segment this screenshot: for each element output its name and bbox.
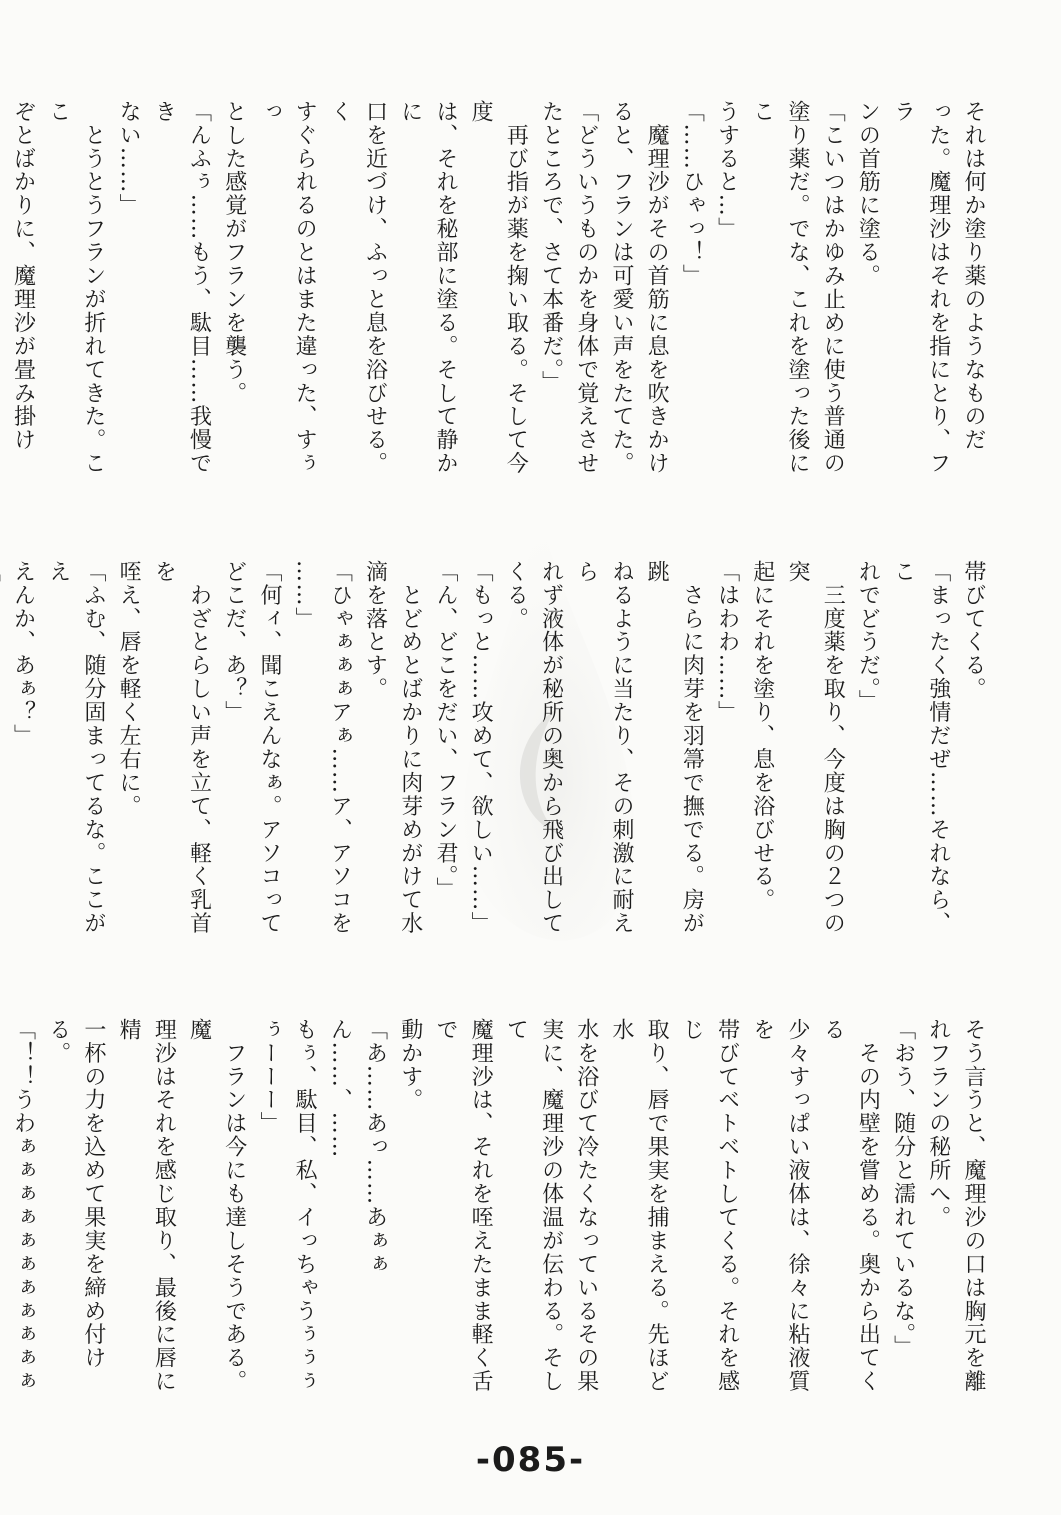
text-line: ない……」 [116, 100, 142, 218]
text-line: 「……ひゃっ！」 [679, 100, 705, 288]
text-line: それは何か塗り薬のようなものだ [961, 100, 986, 452]
text-line: 帯びてくる。 [961, 560, 986, 701]
text-line: ぅーーー」 [256, 1018, 282, 1136]
text-line: そう言うと、魔理沙の口は胸元を離 [961, 1018, 986, 1394]
text-line: とどめとばかりに肉芽めがけて水 [397, 560, 423, 936]
text-line [0, 560, 5, 940]
text-line: ぞとばかりに、魔理沙が畳み掛け [10, 100, 36, 452]
text-line: 取り、唇で果実を捕まえる。先ほど水 [608, 1018, 670, 1394]
text-line: 咥え、唇を軽く左右に。 [116, 560, 142, 818]
text-line: 塗り薬だ。でな、これを塗った後にこ [749, 100, 810, 476]
text-line: 滴を落とす。 [362, 560, 388, 701]
text-line: 起にそれを塗り、息を浴びせる。 [749, 560, 775, 912]
text-line: ると、フランは可愛い声をたてた。 [608, 100, 634, 476]
text-line: 動かす。 [397, 1018, 423, 1112]
text-line: 「ひゃぁぁぁアぁ……ア、アソコを [327, 560, 353, 936]
text-line: 口を近づけ、ふっと息を浴びせる。く [327, 100, 388, 476]
text-line: 「どういうものかを身体で覚えさせ [573, 100, 599, 476]
text-line: フランは今にも達しそうである。魔 [186, 1018, 247, 1394]
text-line: 魔理沙がその首筋に息を吹きかけ [644, 100, 670, 476]
text-block-middle [10, 560, 991, 940]
text-line: 「はわわ……」 [714, 560, 740, 725]
text-line: れフランの秘所へ。 [925, 1018, 951, 1230]
text-line: 理沙はそれを感じ取り、最後に唇に精 [116, 1018, 177, 1394]
text-line: えんか、あぁ？」 [10, 560, 36, 748]
text-line: れず液体が秘所の奥から飛び出して [538, 560, 564, 936]
text-line: 「こいつはかゆみ止めに使う普通の [820, 100, 846, 476]
text-line: 三度薬を取り、今度は胸の２つの突 [784, 560, 846, 936]
text-line: 「んふぅ……もう、駄目……我慢でき [151, 100, 212, 476]
text-line: もぅ、駄目、私、イっちゃうぅぅぅ [292, 1018, 318, 1394]
text-line: とした感覚がフランを襲う。 [221, 100, 247, 405]
text-line: すぐられるのとはまた違った、すぅっ [256, 100, 318, 476]
text-line: わざとらしい声を立て、軽く乳首を [151, 560, 212, 936]
text-line: 少々すっぱい液体は、徐々に粘液質を [749, 1018, 810, 1394]
text-line: 実に、魔理沙の体温が伝わる。そして [503, 1018, 564, 1394]
page-number: -085- [475, 1440, 586, 1480]
text-line: 「もっと……攻めて、欲しい……」 [468, 560, 494, 936]
text-line: 「何ィ、聞こえんなぁ。アソコって [256, 560, 282, 936]
text-line: は、それを秘部に塗る。そして静かに [397, 100, 458, 476]
text-line: 水を浴びて冷たくなっているその果 [573, 1018, 599, 1394]
text-block-top [10, 100, 991, 482]
text-line: ねるように当たり、その刺激に耐えら [573, 560, 634, 936]
text-block-bottom [10, 1018, 991, 1400]
text-line: とうとうフランが折れてきた。ここ [45, 100, 106, 476]
text-line: ……」 [292, 560, 318, 631]
text-line: さらに肉芽を羽箒で撫でる。房が跳 [644, 560, 705, 936]
text-line: 「あ……あっ……あぁぁん……、…… [327, 1018, 388, 1276]
text-line: 帯びてベトベトしてくる。それを感じ [679, 1018, 740, 1394]
text-line: たところで、さて本番だ。」 [538, 100, 564, 394]
text-line: 一杯の力を込めて果実を締め付ける。 [45, 1018, 106, 1370]
text-line: れでどうだ。」 [855, 560, 881, 714]
text-line: うすると…」 [714, 100, 740, 241]
text-line: 再び指が薬を掬い取る。そして今度 [468, 100, 529, 476]
text-line: 「おう、随分と濡れているな。」 [890, 1018, 916, 1359]
text-line: 「ん、どこをだい、フラン君。」 [432, 560, 458, 901]
text-line: った。魔理沙はそれを指にとり、フラ [890, 100, 951, 476]
text-line: 「！！うわぁぁぁぁぁぁぁぁぁぁぁ [10, 1018, 36, 1394]
text-line: 魔理沙は、それを咥えたまま軽く舌で [432, 1018, 494, 1394]
text-line: 「ふむ、随分固まってるな。ここがえ [45, 560, 106, 936]
text-line: どこだ、あ？」 [221, 560, 247, 725]
text-line: 「まったく強情だぜ……それなら、こ [890, 560, 951, 936]
text-line: くる。 [503, 560, 529, 631]
text-line: その内壁を嘗める。奥から出てくる [820, 1018, 881, 1394]
text-line: ンの首筋に塗る。 [855, 100, 881, 288]
